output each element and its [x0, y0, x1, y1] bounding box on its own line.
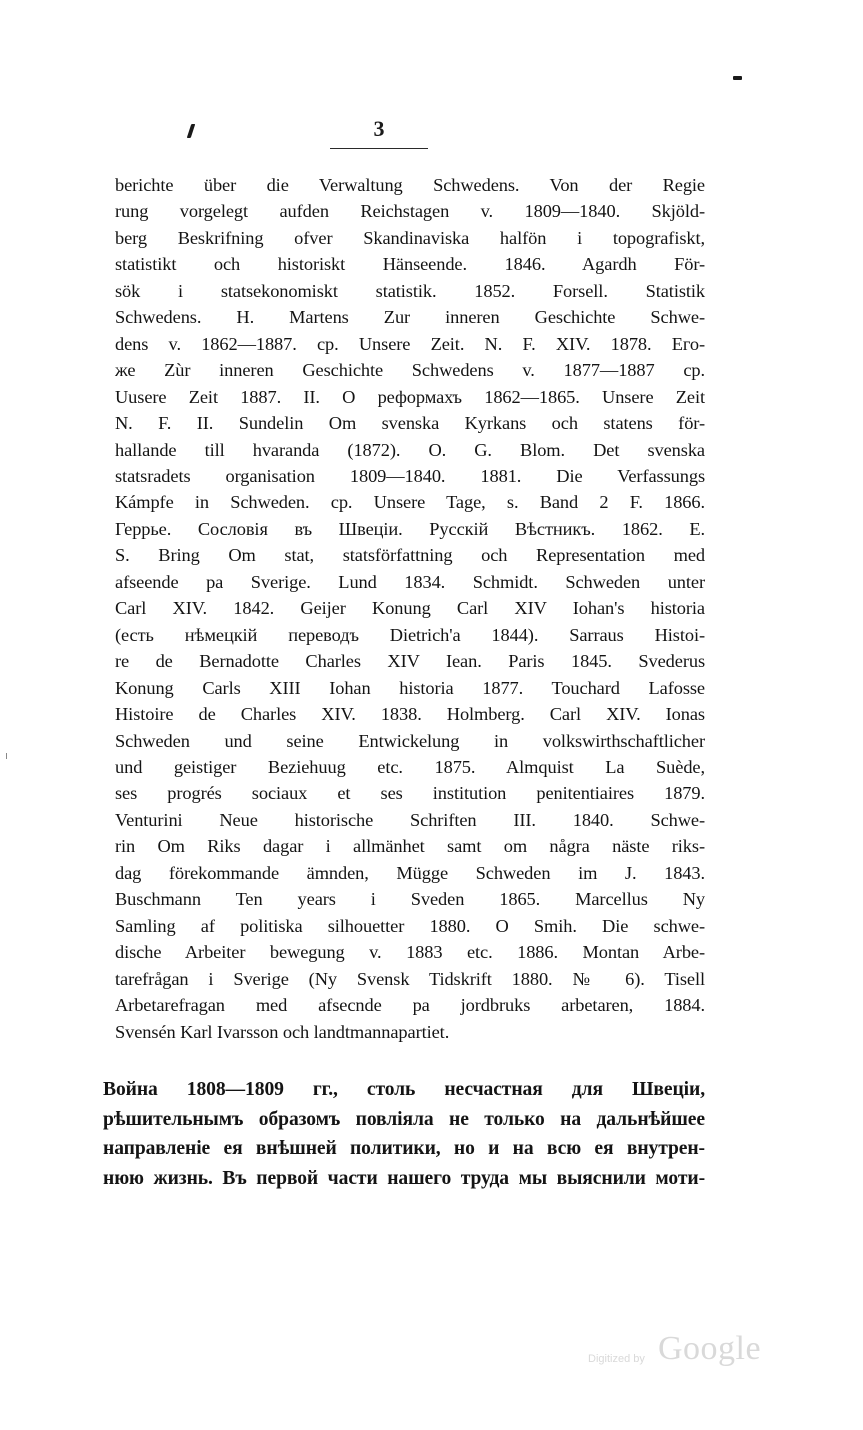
bibliography-line: afseende pa Sverige. Lund 1834. Schmidt. Schweden unter	[115, 571, 705, 592]
bibliography-line: Venturini Neue historische Schriften III. 1840. Schwe-	[115, 809, 705, 830]
bibliography-line: und geistiger Beziehuug etc. 1875. Almquist La Suède,	[115, 756, 705, 777]
bibliography-line: dische Arbeiter bewegung v. 1883 etc. 1886. Montan Arbe-	[115, 942, 705, 963]
bibliography-line: rung vorgelegt aufden Reichstagen v. 1809—1840. Skjöld-	[115, 201, 705, 222]
main-text-line: рѣшительнымъ образомъ повліяла не только на дальнѣйшее	[103, 1108, 705, 1130]
bibliography-line: S. Bring Om stat, statsförfattning och Representation med	[115, 545, 705, 566]
bibliography-line: Buschmann Ten years i Sveden 1865. Marcellus Ny	[115, 889, 705, 910]
bibliography-block	[115, 172, 705, 1045]
page-header	[330, 116, 428, 149]
bibliography-line: Schwedens. H. Martens Zur inneren Geschichte Schwe-	[115, 307, 705, 328]
ink-speck	[187, 124, 196, 138]
main-text-line: направленіе ея внѣшней политики, но и на всю ея внутрен-	[103, 1138, 705, 1160]
bibliography-line: berg Beskrifning ofver Skandinaviska halfön i topografiskt,	[115, 227, 705, 248]
bibliography-line: sök i statsekonomiskt statistik. 1852. Forsell. Statistik	[115, 280, 705, 301]
bibliography-line: же Zùr inneren Geschichte Schwedens v. 1877—1887 cp.	[115, 360, 705, 381]
page-number: 3	[373, 116, 385, 141]
bibliography-line: hallande till hvaranda (1872). O. G. Blom. Det svenska	[115, 439, 705, 460]
bibliography-line: statistikt och historiskt Hänseende. 1846. Agardh För-	[115, 254, 705, 275]
main-text-line: Война 1808—1809 гг., столь несчастная для Швеціи,	[103, 1079, 705, 1100]
bibliography-line: (есть нѣмецкій переводъ Dietrich'a 1844). Sarraus Histoi-	[115, 624, 705, 645]
bibliography-line: Геррье. Сословія въ Швеціи. Русскій Вѣстникъ. 1862. E.	[115, 518, 705, 539]
bibliography-line: Carl XIV. 1842. Geijer Konung Carl XIV Iohan's historia	[115, 598, 705, 619]
bibliography-line: N. F. II. Sundelin Om svenska Kyrkans och statens för-	[115, 413, 705, 434]
main-text-paragraph	[103, 1075, 705, 1193]
bibliography-line: statsradets organisation 1809—1840. 1881. Die Verfassungs	[115, 465, 705, 486]
ink-speck	[6, 753, 7, 759]
bibliography-line: Uusere Zeit 1887. II. О реформахъ 1862—1865. Unsere Zeit	[115, 386, 705, 407]
bibliography-line: Kámpfe in Schweden. cp. Unsere Tage, s. Band 2 F. 1866.	[115, 492, 705, 513]
bibliography-line: tarefrågan i Sverige (Ny Svensk Tidskrift 1880. № 6). Tisell	[115, 968, 705, 989]
main-text-line: нюю жизнь. Въ первой части нашего труда мы выяснили моти-	[103, 1167, 705, 1189]
bibliography-line: dag förekommande ämnden, Mügge Schweden im J. 1843.	[115, 862, 705, 883]
bibliography-line: dens v. 1862—1887. cp. Unsere Zeit. N. F. XIV. 1878. Его-	[115, 333, 705, 354]
watermark-prefix: Digitized by	[588, 1353, 645, 1365]
bibliography-line: Arbetarefragan med afsecnde pa jordbruks arbetaren, 1884.	[115, 995, 705, 1016]
bibliography-line: rin Om Riks dagar i allmänhet samt om några näste riks-	[115, 836, 705, 857]
google-logo: Google	[658, 1330, 762, 1367]
bibliography-line: re de Bernadotte Charles XIV Iean. Paris 1845. Svederus	[115, 651, 705, 672]
bibliography-line: Schweden und seine Entwickelung in volkswirthschaftlicher	[115, 730, 705, 751]
bibliography-line: Konung Carls XIII Iohan historia 1877. Touchard Lafosse	[115, 677, 705, 698]
bibliography-line: Svensén Karl Ivarsson och landtmannapartiet.	[115, 1021, 450, 1042]
bibliography-line: Samling af politiska silhouetter 1880. O Smih. Die schwe-	[115, 915, 705, 936]
ink-speck	[733, 76, 742, 80]
bibliography-line: ses progrés sociaux et ses institution penitentiaires 1879.	[115, 783, 705, 804]
digitized-watermark	[588, 1330, 768, 1374]
bibliography-line: berichte über die Verwaltung Schwedens. Von der Regie	[115, 175, 705, 195]
header-rule	[330, 148, 428, 149]
bibliography-line: Histoire de Charles XIV. 1838. Holmberg. Carl XIV. Ionas	[115, 704, 705, 725]
